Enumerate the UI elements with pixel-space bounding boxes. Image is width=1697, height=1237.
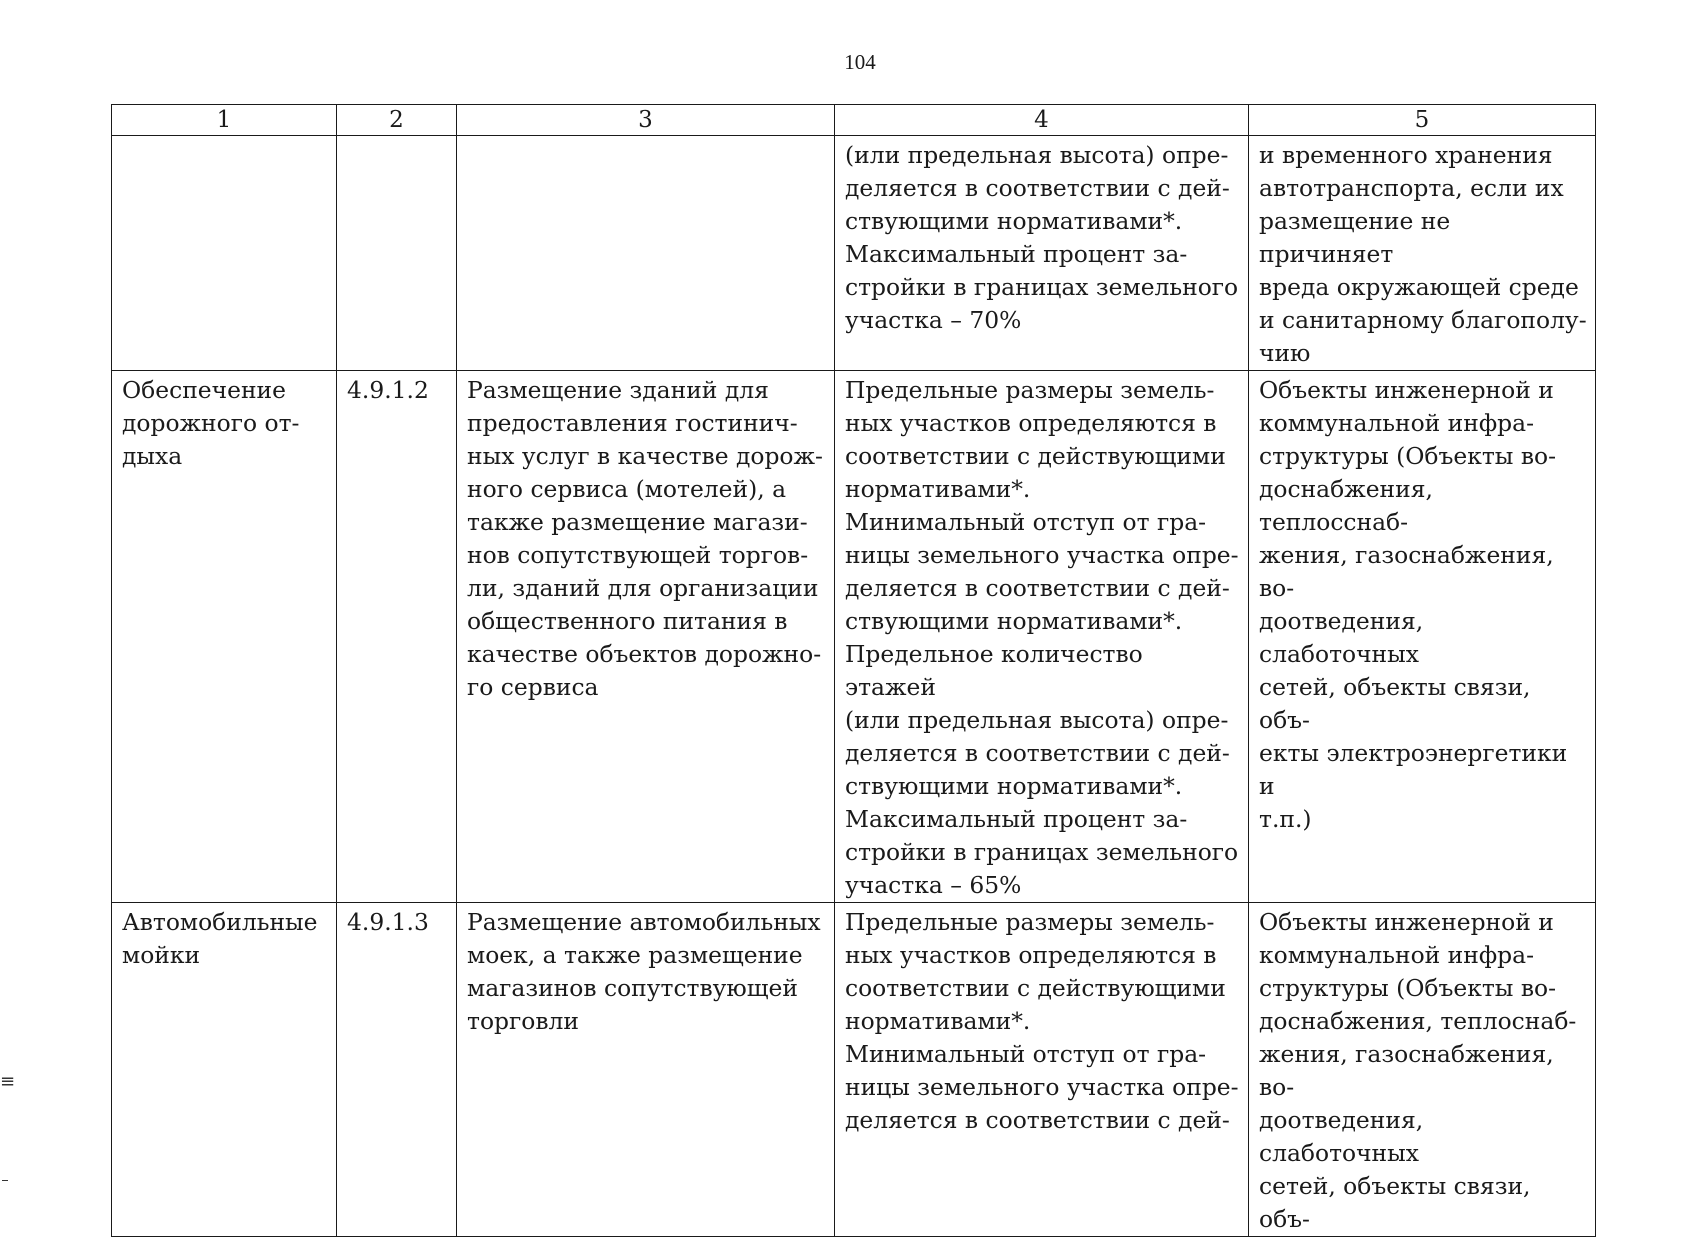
- table-row: [112, 371, 1596, 903]
- description-cell: Размещение автомобильных моек, а также размещение магазинов сопутствующей торговли: [457, 903, 835, 1237]
- header-cell-4: 4: [835, 105, 1249, 136]
- header-cell-3: 3: [457, 105, 835, 136]
- table-row: [112, 136, 1596, 371]
- description-cell: Размещение зданий для предоставления гостинич- ных услуг в качестве дорож- ного сервиса (мотелей), а также размещение магази- нов сопутствующей торгов- ли, зданий для организации общественного питания в качестве объектов дорожно- го сервиса: [457, 371, 835, 903]
- page-number: 104: [844, 50, 876, 74]
- header-cell-5: 5: [1249, 105, 1596, 136]
- table-row: [112, 903, 1596, 1237]
- description-cell: [457, 136, 835, 371]
- auxiliary-uses-cell: и временного хранения автотранспорта, если их размещение не причиняет вреда окружающей среде и санитарному благополу- чию: [1249, 136, 1596, 371]
- auxiliary-uses-cell: Объекты инженерной и коммунальной инфра- структуры (Объекты во- доснабжения, теплоснаб- жения, газоснабжения, во- доотведения, слаботочных сетей, объекты связи, объ-: [1249, 903, 1596, 1237]
- code-cell: [337, 136, 457, 371]
- code-cell: 4.9.1.2: [337, 371, 457, 903]
- header-cell-2: 2: [337, 105, 457, 136]
- code-cell: 4.9.1.3: [337, 903, 457, 1237]
- margin-marks: ≡: [0, 1071, 16, 1092]
- use-type-cell: Обеспечение дорожного от- дыха: [112, 371, 337, 903]
- parameters-cell: (или предельная высота) опре- деляется в соответствии с дей- ствующими нормативами*. Максимальный процент за- стройки в границах земельного участка – 70%: [835, 136, 1249, 371]
- header-cell-1: 1: [112, 105, 337, 136]
- margin-dash: [2, 1180, 8, 1181]
- parameters-cell: Предельные размеры земель- ных участков определяются в соответствии с действующими нормативами*. Минимальный отступ от гра- ницы земельного участка опре- деляется в соответствии с дей-: [835, 903, 1249, 1237]
- regulations-table: [111, 104, 1596, 1237]
- use-type-cell: [112, 136, 337, 371]
- auxiliary-uses-cell: Объекты инженерной и коммунальной инфра- структуры (Объекты во- доснабжения, теплосснаб- жения, газоснабжения, во- доотведения, слаботочных сетей, объекты связи, объ- екты электроэнергетики и т.п.): [1249, 371, 1596, 903]
- table-header-row: [112, 105, 1596, 136]
- use-type-cell: Автомобильные мойки: [112, 903, 337, 1237]
- parameters-cell: Предельные размеры земель- ных участков определяются в соответствии с действующими нормативами*. Минимальный отступ от гра- ницы земельного участка опре- деляется в соответствии с дей- ствующими нормативами*. Предельное количество этажей (или предельная высота) опре- деляется в соответствии с дей- ствующими нормативами*. Максимальный процент за- стройки в границах земельного участка – 65%: [835, 371, 1249, 903]
